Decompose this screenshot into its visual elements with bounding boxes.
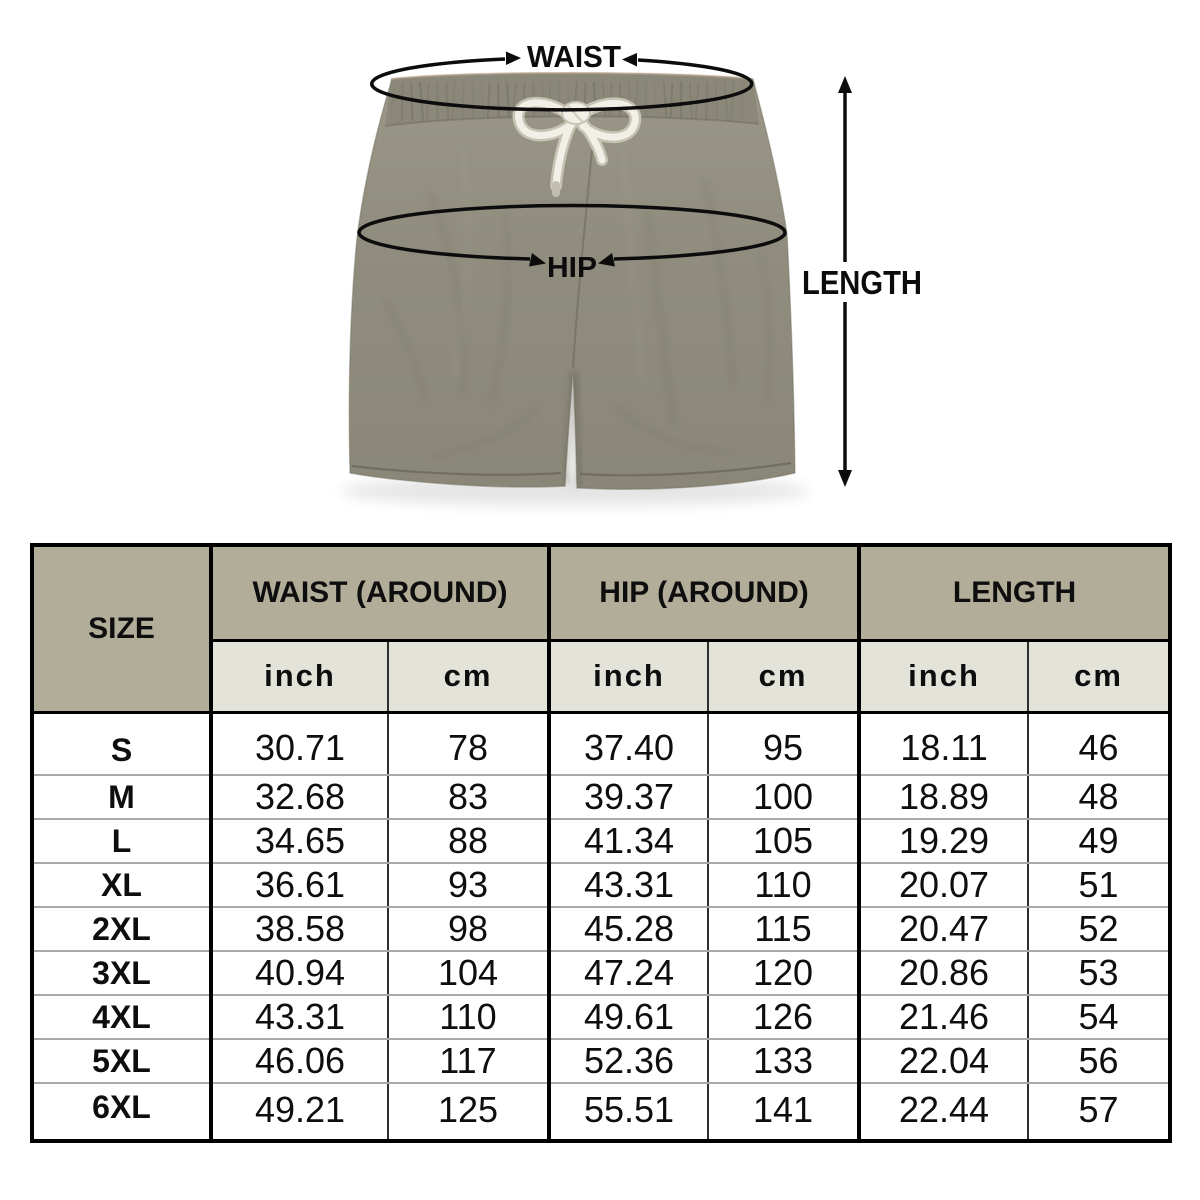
value-cell: 49.21 <box>211 1083 388 1141</box>
hip-cm-header: cm <box>708 640 859 712</box>
value-cell: 53 <box>1028 951 1170 995</box>
hip-group-header: HIP (AROUND) <box>549 545 859 640</box>
value-cell: 120 <box>708 951 859 995</box>
value-cell: 110 <box>708 863 859 907</box>
value-cell: 141 <box>708 1083 859 1141</box>
waist-inch-header: inch <box>211 640 388 712</box>
size-label: L <box>32 819 211 863</box>
length-group-header: LENGTH <box>859 545 1170 640</box>
waist-cm-header: cm <box>388 640 549 712</box>
value-cell: 21.46 <box>859 995 1028 1039</box>
value-cell: 55.51 <box>549 1083 708 1141</box>
table-row <box>32 951 1170 995</box>
value-cell: 36.61 <box>211 863 388 907</box>
value-cell: 40.94 <box>211 951 388 995</box>
value-cell: 22.44 <box>859 1083 1028 1141</box>
value-cell: 57 <box>1028 1083 1170 1141</box>
value-cell: 52.36 <box>549 1039 708 1083</box>
value-cell: 110 <box>388 995 549 1039</box>
length-arrowhead-bottom <box>838 470 852 487</box>
value-cell: 115 <box>708 907 859 951</box>
table-row <box>32 775 1170 819</box>
waist-group-header: WAIST (AROUND) <box>211 545 549 640</box>
size-label: 3XL <box>32 951 211 995</box>
value-cell: 19.29 <box>859 819 1028 863</box>
size-label: M <box>32 775 211 819</box>
value-cell: 43.31 <box>211 995 388 1039</box>
size-label: 4XL <box>32 995 211 1039</box>
value-cell: 20.86 <box>859 951 1028 995</box>
waist-arrowhead-right <box>622 53 637 67</box>
value-cell: 47.24 <box>549 951 708 995</box>
value-cell: 54 <box>1028 995 1170 1039</box>
value-cell: 83 <box>388 775 549 819</box>
length-inch-header: inch <box>859 640 1028 712</box>
value-cell: 125 <box>388 1083 549 1141</box>
value-cell: 38.58 <box>211 907 388 951</box>
value-cell: 126 <box>708 995 859 1039</box>
value-cell: 98 <box>388 907 549 951</box>
value-cell: 49 <box>1028 819 1170 863</box>
value-cell: 20.07 <box>859 863 1028 907</box>
value-cell: 52 <box>1028 907 1170 951</box>
table-row <box>32 819 1170 863</box>
table-row <box>32 863 1170 907</box>
value-cell: 46.06 <box>211 1039 388 1083</box>
value-cell: 18.11 <box>859 712 1028 775</box>
value-cell: 93 <box>388 863 549 907</box>
size-column-header: SIZE <box>32 545 211 712</box>
table-group-header-row <box>32 545 1170 640</box>
value-cell: 133 <box>708 1039 859 1083</box>
value-cell: 46 <box>1028 712 1170 775</box>
length-cm-header: cm <box>1028 640 1170 712</box>
size-label: 5XL <box>32 1039 211 1083</box>
value-cell: 95 <box>708 712 859 775</box>
size-label: 6XL <box>32 1083 211 1141</box>
value-cell: 45.28 <box>549 907 708 951</box>
value-cell: 18.89 <box>859 775 1028 819</box>
value-cell: 30.71 <box>211 712 388 775</box>
value-cell: 56 <box>1028 1039 1170 1083</box>
table-row <box>32 712 1170 775</box>
table-row <box>32 995 1170 1039</box>
size-table-body <box>32 545 1170 1141</box>
size-label: XL <box>32 863 211 907</box>
value-cell: 20.47 <box>859 907 1028 951</box>
value-cell: 88 <box>388 819 549 863</box>
waist-label: WAIST <box>527 39 622 74</box>
value-cell: 105 <box>708 819 859 863</box>
value-cell: 22.04 <box>859 1039 1028 1083</box>
size-table <box>30 543 1172 1143</box>
table-row <box>32 1083 1170 1141</box>
hip-label: HIP <box>547 252 597 284</box>
value-cell: 117 <box>388 1039 549 1083</box>
table-row <box>32 907 1170 951</box>
value-cell: 49.61 <box>549 995 708 1039</box>
value-cell: 100 <box>708 775 859 819</box>
value-cell: 41.34 <box>549 819 708 863</box>
value-cell: 32.68 <box>211 775 388 819</box>
size-label: 2XL <box>32 907 211 951</box>
shorts-diagram <box>0 0 1200 543</box>
value-cell: 78 <box>388 712 549 775</box>
hip-inch-header: inch <box>549 640 708 712</box>
value-cell: 34.65 <box>211 819 388 863</box>
length-arrowhead-top <box>838 76 852 93</box>
value-cell: 43.31 <box>549 863 708 907</box>
value-cell: 104 <box>388 951 549 995</box>
waist-arrowhead-left <box>506 52 521 66</box>
value-cell: 51 <box>1028 863 1170 907</box>
value-cell: 48 <box>1028 775 1170 819</box>
table-row <box>32 1039 1170 1083</box>
value-cell: 37.40 <box>549 712 708 775</box>
length-label: LENGTH <box>802 264 922 301</box>
size-label: S <box>32 712 211 775</box>
value-cell: 39.37 <box>549 775 708 819</box>
